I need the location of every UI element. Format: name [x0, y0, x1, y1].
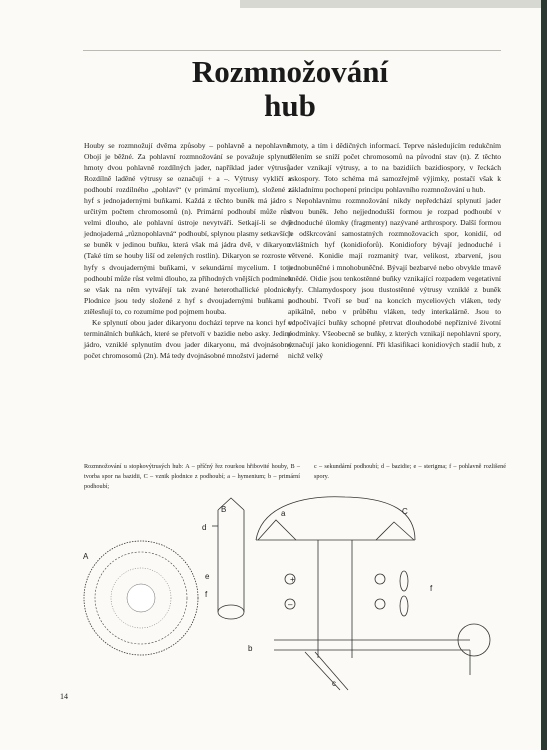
label-c: c: [332, 679, 336, 688]
label-B: B: [221, 505, 227, 514]
figure-caption-right: c – sekundární podhoubí; d – bazidie; e – sterigma; f – pohlavně rozlišené spory.: [314, 463, 506, 480]
paragraph: Houby se rozmnožují dvěma způsoby – pohlavně a nepohlavně. Obojí je běžné. Za pohlavní rozmnožování se považuje splynutí hmoty dvou pohlavně rozdílných jader, například jader výtrusů. Rozdílně laděné výtrusy se označují + a –. Výtrusy vyklíčí v podhoubí rozdílného „pohlaví“ (v primární mycelium), složené z hyf s jednojadernými buňkami. Každá z těchto buněk má jádro s určitým počtem chromosomů (n). Primární podhoubí může růst velmi dlouho, ale pohlavní ústroje nevytváří. Setkají-li se dvě jednojaderná „různopohlavná“ podhoubí, splynou plasmy setkavších se buněk v jedinou buňku, která však má jádra dvě, v dikaryon. (Také tím se houby liší od zelených rostlin). Dikaryon se rozroste v hyfy s dvoujadernými buňkami, v sekundární mycelium. I toto podhoubí může růst velmi dlouho, za příhodných vnějších podmínek se však na něm vytvářejí tak zvané heterothallické plodnice. Plodnice jsou tedy složené z hyf s dvoujadernými buňkami a ztělesňují to, co rozumíme pod pojmem houba.: [84, 141, 292, 316]
label-d: d: [202, 523, 207, 532]
label-A: A: [83, 552, 89, 561]
book-cover-edge: [541, 0, 547, 750]
title-line-2: hub: [264, 88, 316, 123]
label-f-left: f: [205, 590, 208, 599]
tube-cross-section-drawing: [84, 541, 198, 655]
paragraph: hmoty, a tím i dědičných informací. Teprve následujícím redukčním dělením se sníží počet chromosomů na původní stav (n). Z těchto jader vznikají výtrusy, a to na bazidiích bazidiospory, v řeckách askospory. Toto schéma má samozřejmě výjimky, postačí však k základnímu pochopení principu pohlavního rozmnožování u hub.: [288, 141, 501, 195]
minus-sign: –: [288, 600, 293, 609]
label-e: e: [205, 572, 210, 581]
plus-sign: +: [290, 575, 295, 584]
basidium-drawing: [212, 498, 244, 619]
label-f-right: f: [430, 584, 433, 593]
title-line-1: Rozmnožování: [191, 54, 389, 89]
page-number: 14: [60, 692, 68, 701]
label-a: a: [281, 509, 286, 518]
label-b: b: [248, 644, 253, 653]
paragraph: Nepohlavnímu rozmnožování nikdy nepředchází splynutí jader dvou buněk. Jeho nejjednodušší formou je rozpad podhoubí v jednoduché úlomky (fragmenty) nazývané arthrospory. Další formou je odškrcování samostatných rozmnožovacích spor, konidií, od zvláštních hyf (konidioforů). Konidiofory bývají jednoduché i větvené. Konidie mají rozmanitý tvar, velikost, zbarvení, jsou jednobuněčné i mnohobuněčné. Bývají bezbarvé nebo obvykle tmavě hnědé. Oidie jsou tenkostěnné buňky vznikající rozpadem vegetativní hyfy. Chlamydospory jsou tlustostěnné výtrusy vzniklé z buněk podhoubí. Tvoří se buď na koncích myceliových vláken, tedy apikálně, nebo v průběhu vláken, tedy interkalárně. Jsou to odpočívající buňky schopné přetrvat dlouhodobé nepříznivé životní podmínky. Všeobecně se buňky, z kterých vznikají nepohlavní spory, označují jako konidiogenní. Při klasifikaci konidiových stadií hub, z nichž velký: [288, 196, 501, 360]
paragraph: Ke splynutí obou jader dikaryonu dochází teprve na konci hyf v terminálních buňkách, které se přetvoří v bazidie nebo asky. Jediné jádro, vzniklé splynutím dvou jader dikaryonu, má dvojnásobný počet chromosomů (2n). Má tedy dvojnásobné množství jaderné: [84, 317, 292, 360]
figure-caption-left: Rozmnožování u stopkovýtrusých hub: A – příčný řez rourkou hřibovité houby, B – tvorba spor na bazidii, C – vznik plodnice z podhoubí; a – hymenium; b – primární podhoubí;: [84, 463, 300, 490]
label-C: C: [402, 507, 408, 516]
fruiting-body-drawing: [256, 497, 490, 690]
